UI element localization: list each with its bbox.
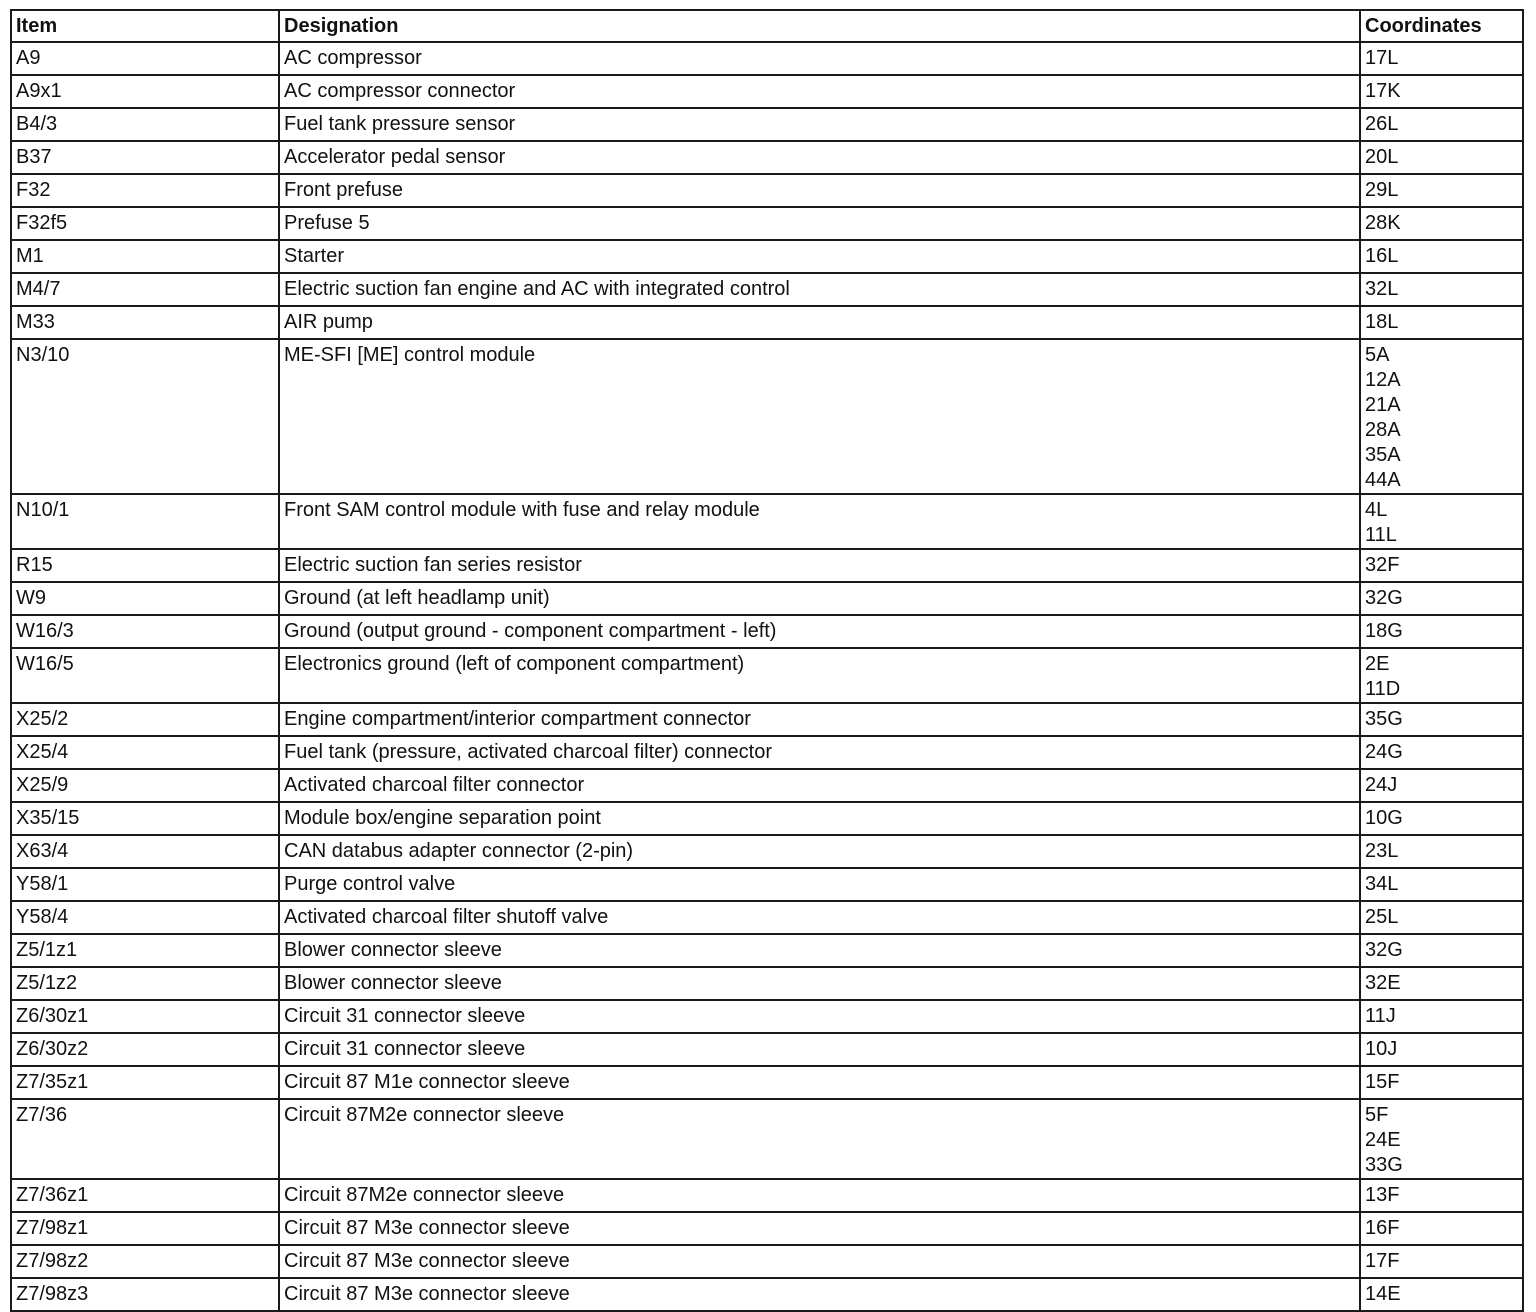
coordinate-value: 16F	[1365, 1217, 1400, 1239]
coordinate-value: 24G	[1365, 741, 1403, 763]
coordinates-cell	[1360, 207, 1523, 240]
item-cell: F32f5	[11, 207, 279, 240]
coordinates-cell	[1360, 108, 1523, 141]
item-cell: M4/7	[11, 273, 279, 306]
header-coordinates: Coordinates	[1360, 10, 1523, 42]
coordinate-value: 13F	[1365, 1184, 1400, 1206]
table-row	[11, 582, 1523, 615]
item-cell: A9	[11, 42, 279, 75]
coordinate-value: 17F	[1365, 1250, 1400, 1272]
coordinate-value: 33G	[1365, 1154, 1403, 1176]
table-row	[11, 494, 1523, 549]
coordinates-cell	[1360, 736, 1523, 769]
item-cell: Z7/35z1	[11, 1066, 279, 1099]
table-row	[11, 306, 1523, 339]
item-cell: Z7/36	[11, 1099, 279, 1179]
coordinate-value: 16L	[1365, 245, 1399, 267]
designation-cell: Accelerator pedal sensor	[279, 141, 1360, 174]
table-header	[11, 10, 1523, 42]
table-row	[11, 648, 1523, 703]
item-cell: W9	[11, 582, 279, 615]
table-row	[11, 967, 1523, 1000]
designation-cell: AIR pump	[279, 306, 1360, 339]
table-row	[11, 1245, 1523, 1278]
header-item: Item	[11, 10, 279, 42]
designation-cell: Front SAM control module with fuse and relay module	[279, 494, 1360, 549]
coordinates-cell	[1360, 1033, 1523, 1066]
coordinates-cell	[1360, 75, 1523, 108]
designation-cell: AC compressor connector	[279, 75, 1360, 108]
coordinate-value: 18G	[1365, 620, 1403, 642]
table-row	[11, 901, 1523, 934]
coordinate-value: 14E	[1365, 1283, 1401, 1305]
designation-cell: Blower connector sleeve	[279, 934, 1360, 967]
item-cell: F32	[11, 174, 279, 207]
designation-cell: Electric suction fan engine and AC with integrated control	[279, 273, 1360, 306]
item-cell: X25/4	[11, 736, 279, 769]
item-cell: Y58/1	[11, 868, 279, 901]
coordinates-cell	[1360, 306, 1523, 339]
table-row	[11, 769, 1523, 802]
coordinate-value: 28K	[1365, 212, 1401, 234]
item-cell: M1	[11, 240, 279, 273]
item-cell: B4/3	[11, 108, 279, 141]
coordinates-cell	[1360, 615, 1523, 648]
item-cell: A9x1	[11, 75, 279, 108]
coordinate-value: 17K	[1365, 80, 1401, 102]
coordinate-value: 23L	[1365, 840, 1399, 862]
coordinates-cell	[1360, 1000, 1523, 1033]
component-table-container	[10, 9, 1522, 1312]
table-row	[11, 1066, 1523, 1099]
coordinates-cell	[1360, 1066, 1523, 1099]
coordinate-value: 15F	[1365, 1071, 1400, 1093]
table-row	[11, 802, 1523, 835]
table-row	[11, 240, 1523, 273]
designation-cell: Starter	[279, 240, 1360, 273]
coordinates-cell	[1360, 703, 1523, 736]
designation-cell: Circuit 31 connector sleeve	[279, 1033, 1360, 1066]
coordinates-cell	[1360, 240, 1523, 273]
designation-cell: Circuit 87 M3e connector sleeve	[279, 1278, 1360, 1311]
item-cell: X25/9	[11, 769, 279, 802]
item-cell: Z6/30z1	[11, 1000, 279, 1033]
table-row	[11, 1099, 1523, 1179]
coordinate-value: 35G	[1365, 708, 1403, 730]
designation-cell: Electronics ground (left of component compartment)	[279, 648, 1360, 703]
item-cell: R15	[11, 549, 279, 582]
table-row	[11, 934, 1523, 967]
coordinate-value: 4L	[1365, 499, 1388, 521]
coordinate-value: 21A	[1365, 394, 1401, 416]
item-cell: W16/5	[11, 648, 279, 703]
designation-cell: Prefuse 5	[279, 207, 1360, 240]
coordinate-value: 17L	[1365, 47, 1399, 69]
item-cell: Z7/98z1	[11, 1212, 279, 1245]
designation-cell: Module box/engine separation point	[279, 802, 1360, 835]
item-cell: B37	[11, 141, 279, 174]
coordinates-cell	[1360, 339, 1523, 494]
coordinate-value: 5A	[1365, 344, 1390, 366]
coordinate-value: 18L	[1365, 311, 1399, 333]
table-row	[11, 141, 1523, 174]
coordinate-value: 5F	[1365, 1104, 1389, 1126]
item-cell: Z5/1z2	[11, 967, 279, 1000]
coordinates-cell	[1360, 1278, 1523, 1311]
designation-cell: Circuit 31 connector sleeve	[279, 1000, 1360, 1033]
coordinates-cell	[1360, 901, 1523, 934]
item-cell: N10/1	[11, 494, 279, 549]
item-cell: X35/15	[11, 802, 279, 835]
table-row	[11, 207, 1523, 240]
coordinate-value: 35A	[1365, 444, 1401, 466]
coordinates-cell	[1360, 835, 1523, 868]
item-cell: Z7/36z1	[11, 1179, 279, 1212]
coordinates-cell	[1360, 1245, 1523, 1278]
table-row	[11, 549, 1523, 582]
designation-cell: ME-SFI [ME] control module	[279, 339, 1360, 494]
table-row	[11, 1033, 1523, 1066]
coordinates-cell	[1360, 174, 1523, 207]
coordinate-value: 10G	[1365, 807, 1403, 829]
table-row	[11, 868, 1523, 901]
designation-cell: AC compressor	[279, 42, 1360, 75]
coordinates-cell	[1360, 934, 1523, 967]
designation-cell: Circuit 87 M3e connector sleeve	[279, 1245, 1360, 1278]
table-row	[11, 1278, 1523, 1311]
designation-cell: Ground (output ground - component compartment - left)	[279, 615, 1360, 648]
designation-cell: CAN databus adapter connector (2-pin)	[279, 835, 1360, 868]
item-cell: X25/2	[11, 703, 279, 736]
coordinates-cell	[1360, 582, 1523, 615]
coordinate-value: 32G	[1365, 587, 1403, 609]
designation-cell: Front prefuse	[279, 174, 1360, 207]
item-cell: Z7/98z2	[11, 1245, 279, 1278]
table-body	[11, 42, 1523, 1311]
coordinates-cell	[1360, 967, 1523, 1000]
designation-cell: Fuel tank pressure sensor	[279, 108, 1360, 141]
coordinates-cell	[1360, 648, 1523, 703]
coordinate-value: 32F	[1365, 554, 1400, 576]
component-table	[10, 9, 1524, 1312]
table-row	[11, 42, 1523, 75]
designation-cell: Circuit 87M2e connector sleeve	[279, 1179, 1360, 1212]
designation-cell: Circuit 87 M3e connector sleeve	[279, 1212, 1360, 1245]
table-row	[11, 1000, 1523, 1033]
table-row	[11, 273, 1523, 306]
header-designation: Designation	[279, 10, 1360, 42]
table-row	[11, 339, 1523, 494]
item-cell: Z5/1z1	[11, 934, 279, 967]
designation-cell: Engine compartment/interior compartment connector	[279, 703, 1360, 736]
item-cell: Z7/98z3	[11, 1278, 279, 1311]
coordinates-cell	[1360, 1099, 1523, 1179]
designation-cell: Ground (at left headlamp unit)	[279, 582, 1360, 615]
coordinate-value: 10J	[1365, 1038, 1398, 1060]
coordinates-cell	[1360, 549, 1523, 582]
item-cell: N3/10	[11, 339, 279, 494]
table-row	[11, 1179, 1523, 1212]
coordinate-value: 24E	[1365, 1129, 1401, 1151]
designation-cell: Fuel tank (pressure, activated charcoal filter) connector	[279, 736, 1360, 769]
coordinate-value: 32L	[1365, 278, 1399, 300]
designation-cell: Electric suction fan series resistor	[279, 549, 1360, 582]
table-row	[11, 108, 1523, 141]
coordinates-cell	[1360, 1179, 1523, 1212]
table-row	[11, 835, 1523, 868]
coordinate-value: 28A	[1365, 419, 1401, 441]
coordinate-value: 32G	[1365, 939, 1403, 961]
coordinate-value: 11J	[1365, 1005, 1396, 1027]
coordinate-value: 12A	[1365, 369, 1401, 391]
item-cell: Y58/4	[11, 901, 279, 934]
item-cell: W16/3	[11, 615, 279, 648]
table-row	[11, 703, 1523, 736]
coordinate-value: 29L	[1365, 179, 1399, 201]
coordinate-value: 2E	[1365, 653, 1390, 675]
coordinate-value: 24J	[1365, 774, 1398, 796]
coordinate-value: 34L	[1365, 873, 1399, 895]
designation-cell: Circuit 87 M1e connector sleeve	[279, 1066, 1360, 1099]
coordinates-cell	[1360, 42, 1523, 75]
table-row	[11, 174, 1523, 207]
coordinates-cell	[1360, 141, 1523, 174]
item-cell: M33	[11, 306, 279, 339]
item-cell: X63/4	[11, 835, 279, 868]
table-row	[11, 736, 1523, 769]
table-row	[11, 75, 1523, 108]
coordinate-value: 11D	[1365, 678, 1401, 700]
table-row	[11, 1212, 1523, 1245]
coordinates-cell	[1360, 1212, 1523, 1245]
coordinates-cell	[1360, 769, 1523, 802]
header-row	[11, 10, 1523, 42]
coordinates-cell	[1360, 868, 1523, 901]
coordinate-value: 20L	[1365, 146, 1399, 168]
coordinate-value: 32E	[1365, 972, 1401, 994]
coordinate-value: 26L	[1365, 113, 1399, 135]
coordinates-cell	[1360, 802, 1523, 835]
table-row	[11, 615, 1523, 648]
designation-cell: Activated charcoal filter shutoff valve	[279, 901, 1360, 934]
coordinate-value: 44A	[1365, 469, 1401, 491]
coordinate-value: 25L	[1365, 906, 1399, 928]
designation-cell: Circuit 87M2e connector sleeve	[279, 1099, 1360, 1179]
item-cell: Z6/30z2	[11, 1033, 279, 1066]
coordinates-cell	[1360, 494, 1523, 549]
coordinate-value: 11L	[1365, 524, 1397, 546]
designation-cell: Blower connector sleeve	[279, 967, 1360, 1000]
designation-cell: Activated charcoal filter connector	[279, 769, 1360, 802]
coordinates-cell	[1360, 273, 1523, 306]
designation-cell: Purge control valve	[279, 868, 1360, 901]
